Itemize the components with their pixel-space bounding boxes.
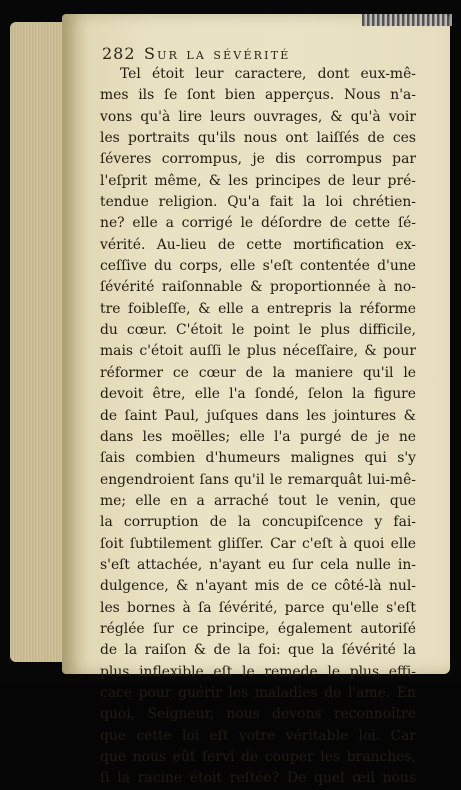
book-page-edges [10, 22, 70, 662]
text-line: engendroient ſans qu'il le remarquât lui-mê- [100, 471, 416, 488]
page-number: 282 [102, 44, 136, 63]
color-calibration-strip [362, 14, 452, 26]
text-line: me; elle en a arraché tout le venin, que [100, 492, 416, 509]
text-line: plus inflexible eſt le remede le plus effi- [100, 663, 416, 680]
text-line: ſoit ſubtilement gliſſer. Car c'eſt à quoi elle [100, 535, 416, 552]
text-line: tendue religion. Qu'a fait la loi chrétien- [100, 194, 416, 211]
text-line: tre foibleſſe, & elle a entrepris la réforme [100, 300, 416, 317]
text-line: que cette loi eſt votre véritable loi. Car [100, 727, 416, 744]
text-line: mais c'étoit auſſi le plus néceſſaire, & pour [100, 343, 416, 360]
text-line: ceſſive du corps, elle s'eſt contentée d'une [100, 258, 416, 275]
text-line: de ſaint Paul, juſques dans les jointures & [100, 407, 416, 424]
text-line: les portraits qu'ils nous ont laiſſés de ces [100, 130, 416, 147]
text-line: dans les moëlles; elle l'a purgé de je ne [100, 428, 416, 445]
text-line: ſévérité raiſonnable & proportionnée à no- [100, 279, 416, 296]
text-line: ſéveres corrompus, je dis corrompus par [100, 151, 416, 168]
text-line: réformer ce cœur de la maniere qu'il le [100, 364, 416, 381]
text-line: devoit être, elle l'a ſondé, ſelon la figure [100, 386, 416, 403]
text-line: de la raiſon & de la foi: que la ſévérité la [100, 642, 416, 659]
page-header [102, 40, 432, 66]
text-line: quoi, Seigneur, nous devons reconnoître [100, 706, 416, 723]
text-line: que nous eût ſervi de couper les branches, [100, 749, 416, 765]
text-line: ne? elle a corrigé le déſordre de cette ſé- [100, 215, 416, 232]
text-line: mes ils ſe ſont bien apperçus. Nous n'a- [100, 87, 416, 104]
text-line: s'eſt attachée, n'ayant eu ſur cela nulle in- [100, 556, 416, 573]
text-line: ſais combien d'humeurs malignes qui s'y [100, 450, 416, 467]
text-line: vérité. Au-lieu de cette mortification ex- [100, 236, 416, 253]
body-text [100, 64, 416, 790]
text-line: ſi la racine étoit reſtée? De quel œil nous [100, 770, 416, 787]
text-line: Tel étoit leur caractere, dont eux-mê- [120, 66, 416, 82]
text-line: réglée ſur ce principe, également autoriſé [100, 620, 416, 637]
text-line: du cœur. C'étoit le point le plus difficile, [100, 322, 416, 339]
text-line: les bornes à ſa ſévérité, parce qu'elle s'eſt [100, 599, 416, 616]
text-line: l'eſprit même, & les principes de leur pré- [100, 172, 416, 189]
text-line: vons qu'à lire leurs ouvrages, & qu'à voir [100, 108, 416, 125]
running-title: Sur la sévérité [144, 44, 291, 63]
text-line: cace pour guérir les maladies de l'ame. En [100, 684, 416, 701]
text-line: la corruption de la concupiſcence y fai- [100, 514, 416, 531]
text-line: dulgence, & n'ayant mis de ce côté-là nul- [100, 578, 416, 595]
